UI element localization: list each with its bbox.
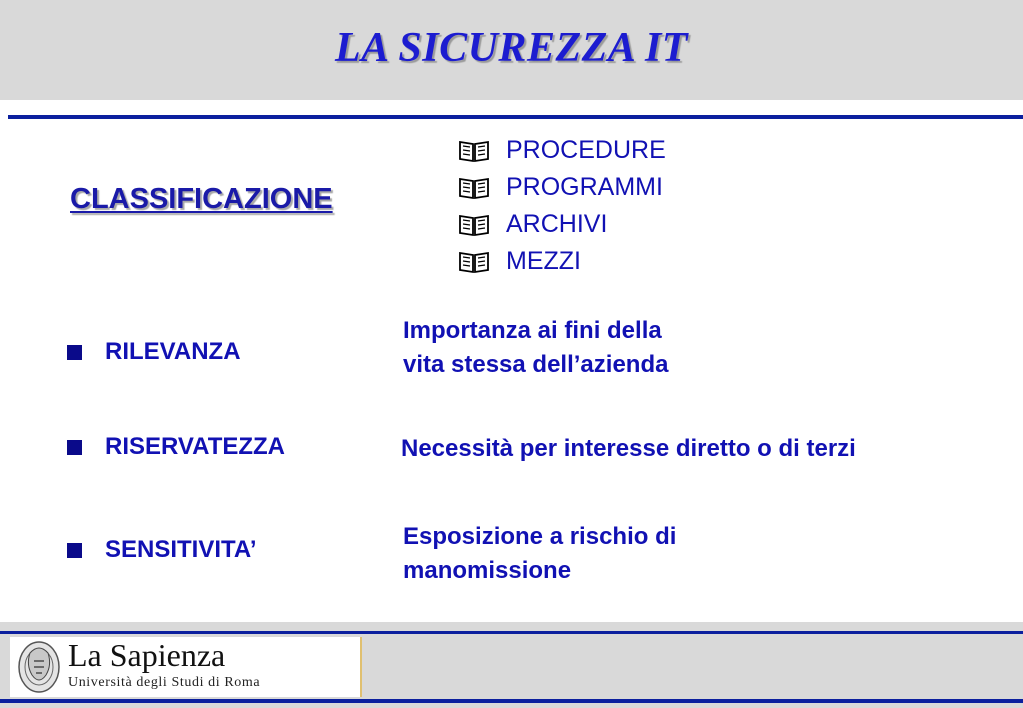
- book-icon: [458, 176, 490, 200]
- description-line: Importanza ai fini della: [403, 317, 662, 344]
- top-divider: [8, 115, 1023, 119]
- list-item-label: ARCHIVI: [506, 210, 608, 238]
- criterion-sensitivita: [67, 536, 257, 564]
- book-icon: [458, 139, 490, 163]
- square-bullet-icon: [67, 543, 82, 558]
- footer-divider-top: [0, 631, 1023, 634]
- criterion-riservatezza: [67, 433, 285, 461]
- criterion-label: RISERVATEZZA: [105, 433, 286, 460]
- square-bullet-icon: [67, 345, 82, 360]
- list-item: [458, 243, 666, 280]
- list-item-label: MEZZI: [506, 247, 581, 275]
- logo-name: La Sapienza: [68, 637, 226, 673]
- book-icon: [458, 213, 490, 237]
- logo-subtitle: Università degli Studi di Roma: [68, 675, 261, 690]
- description-line: vita stessa dell’azienda: [403, 351, 669, 378]
- list-item: [458, 132, 666, 169]
- description-line: manomissione: [403, 557, 572, 584]
- list-item: [458, 169, 666, 206]
- book-icon: [458, 250, 490, 274]
- footer-divider-bottom: [0, 699, 1023, 703]
- university-logo: [10, 637, 362, 697]
- criterion-label: RILEVANZA: [105, 338, 241, 365]
- list-item-label: PROCEDURE: [506, 136, 666, 164]
- slide-title: LA SICUREZZA IT: [335, 25, 688, 71]
- criterion-rilevanza: [67, 338, 241, 366]
- criterion-description: [401, 432, 856, 466]
- square-bullet-icon: [67, 440, 82, 455]
- classificazione-heading: CLASSIFICAZIONE: [70, 183, 333, 215]
- criterion-label: SENSITIVITA’: [105, 536, 257, 563]
- classification-list: [458, 132, 666, 280]
- description-line: Necessità per interesse diretto o di terzi: [401, 435, 856, 462]
- list-item-label: PROGRAMMI: [506, 173, 663, 201]
- list-item: [458, 206, 666, 243]
- description-line: Esposizione a rischio di: [403, 523, 677, 550]
- seal-icon: [16, 639, 62, 700]
- criterion-description: [403, 314, 668, 382]
- criterion-description: [403, 520, 676, 588]
